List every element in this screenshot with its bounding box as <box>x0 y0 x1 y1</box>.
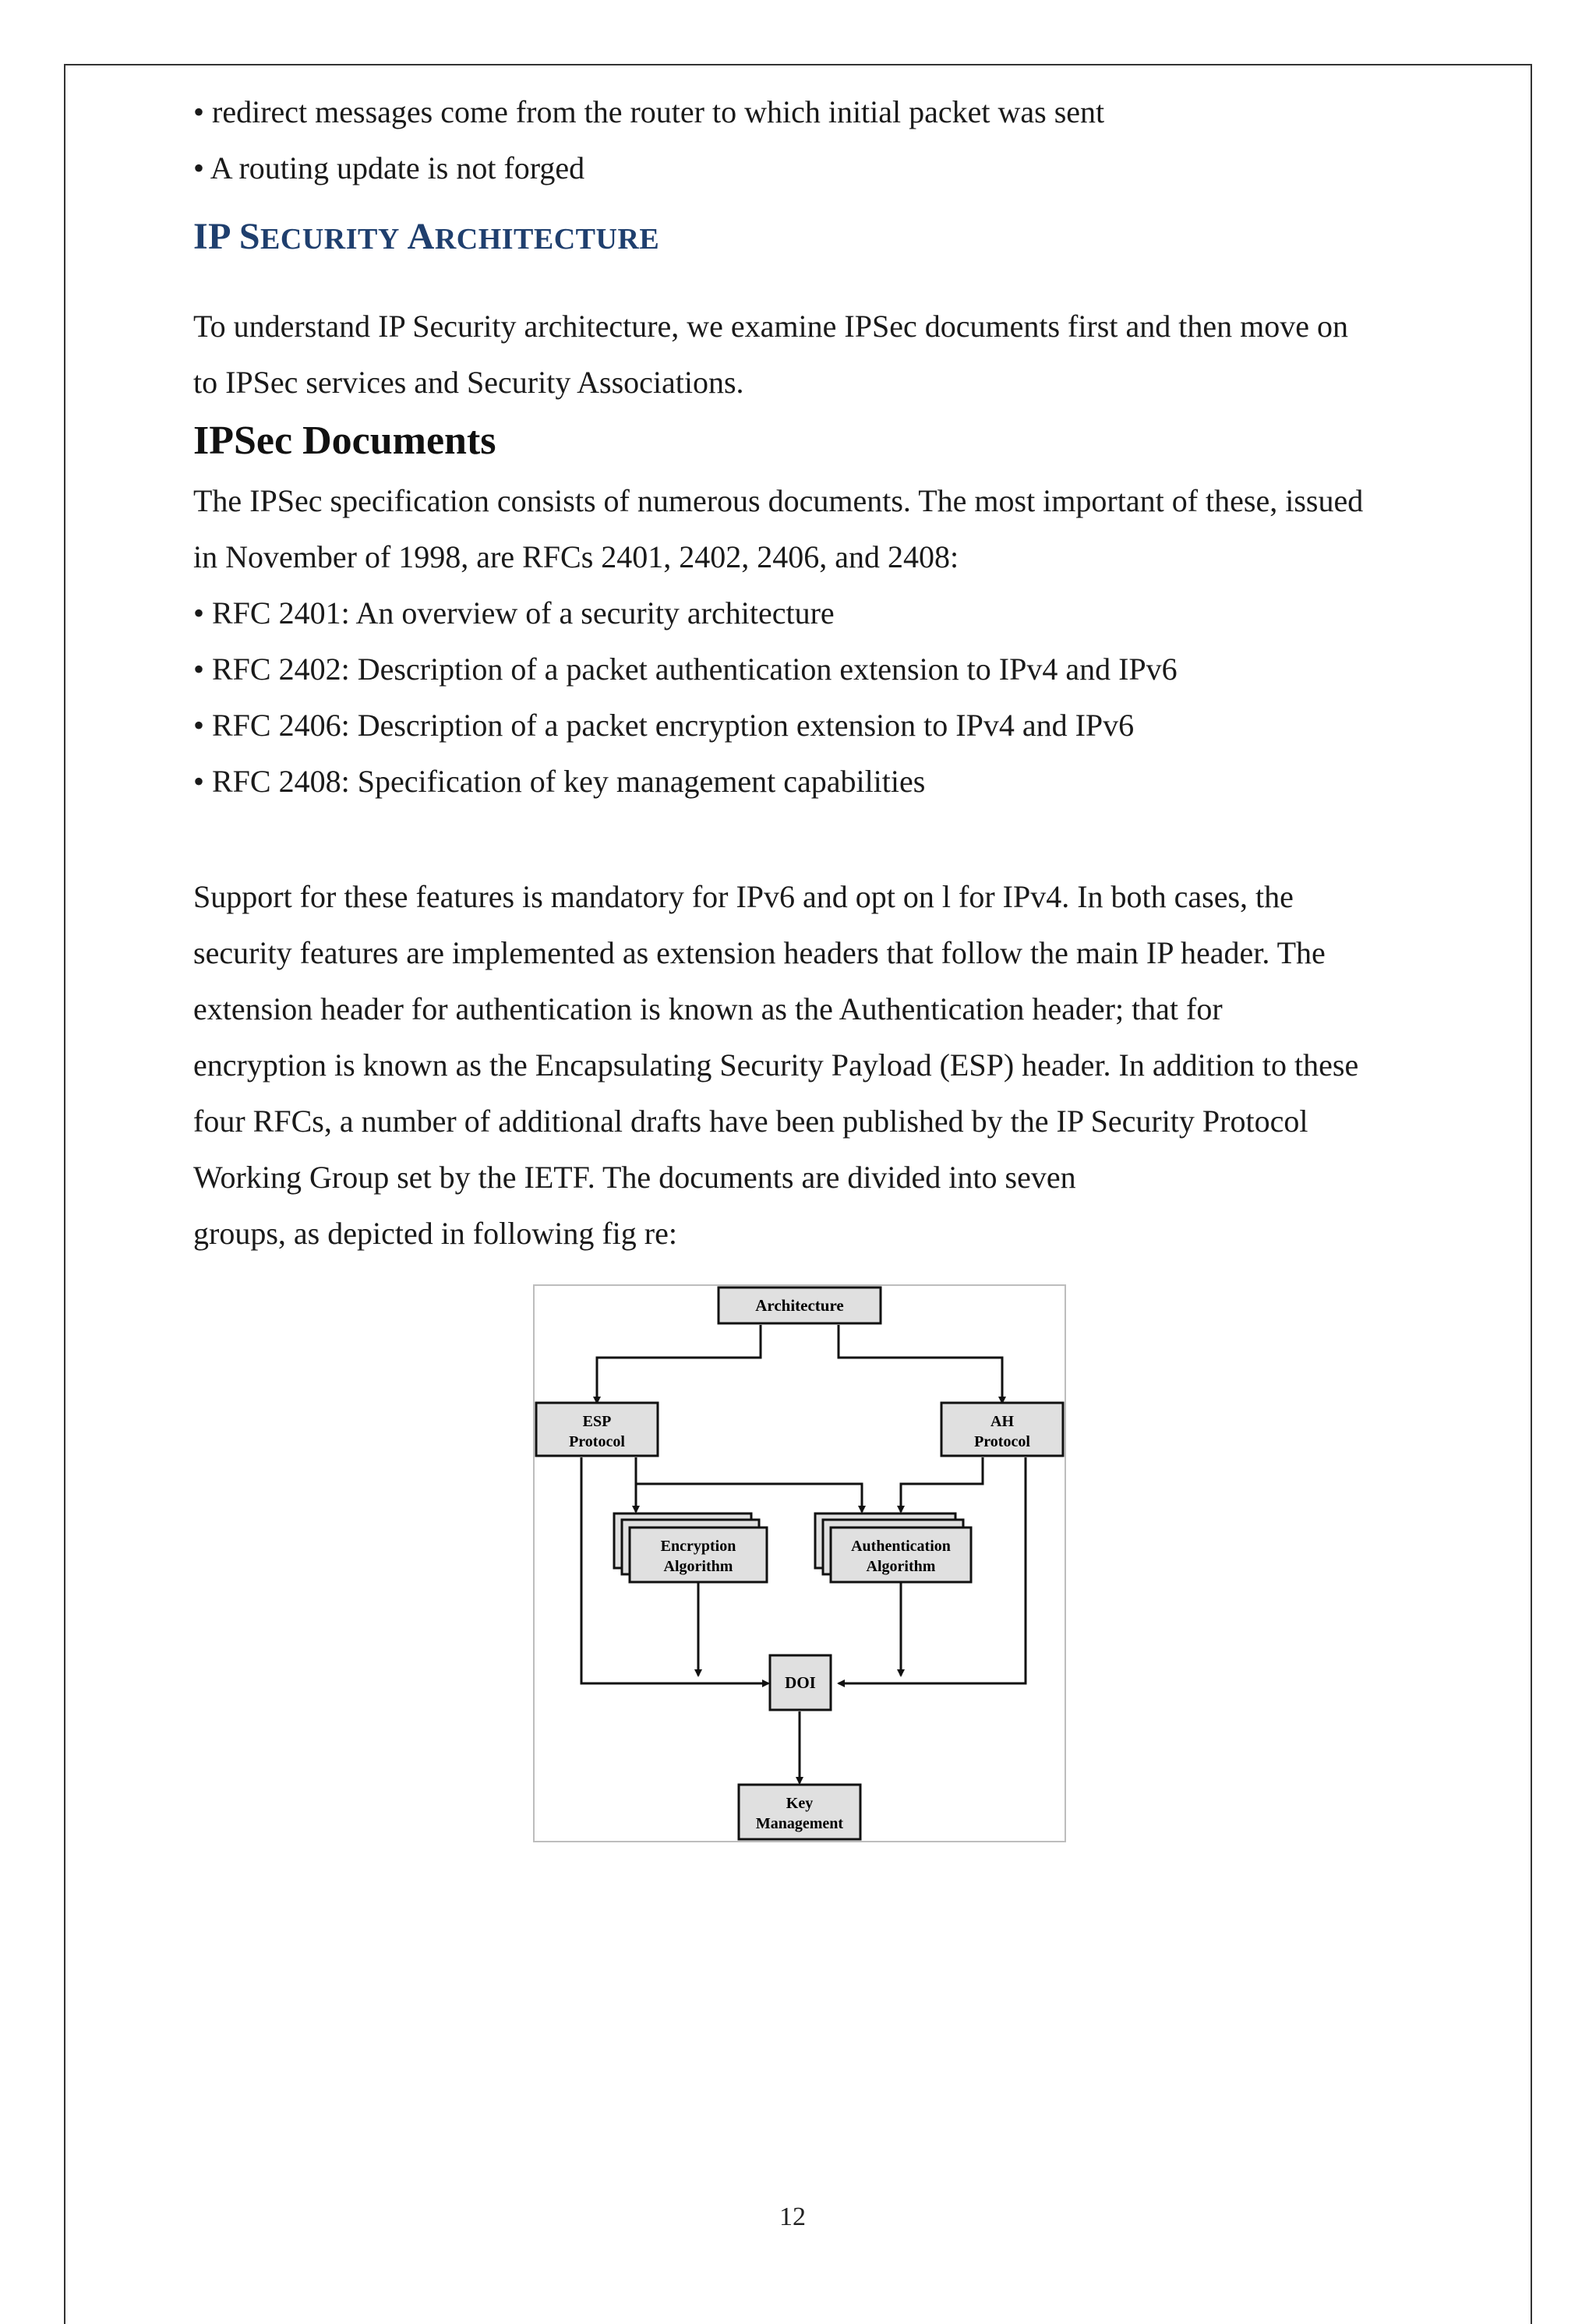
paragraph-line: security features are implemented as extension headers that follow the main IP header. The <box>193 935 1326 970</box>
doi-label: DOI <box>785 1673 816 1692</box>
architecture-label: Architecture <box>755 1296 844 1315</box>
paragraph-line: groups, as depicted in following fig re: <box>193 1216 677 1251</box>
encryption-label: Encryption <box>660 1538 736 1555</box>
esp-label: Protocol <box>569 1433 625 1450</box>
paragraph-line: The IPSec specification consists of numerous documents. The most important of these, issued <box>193 483 1364 518</box>
rfc-bullet: • RFC 2401: An overview of a security architecture <box>193 595 835 630</box>
ah-label: Protocol <box>974 1433 1030 1450</box>
key-label: Management <box>755 1815 844 1832</box>
bullet-item: • A routing update is not forged <box>193 150 585 185</box>
diagram-svg <box>535 1286 1065 1841</box>
encryption-label: Algorithm <box>663 1558 733 1575</box>
ipsec-document-diagram <box>533 1284 1066 1842</box>
authentication-label: Authentication <box>851 1538 951 1555</box>
paragraph-line: extension header for authentication is known as the Authentication header; that for <box>193 991 1223 1026</box>
rfc-bullet: • RFC 2406: Description of a packet encryption extension to IPv4 and IPv6 <box>193 708 1135 743</box>
rfc-bullet: • RFC 2408: Specification of key management capabilities <box>193 764 926 799</box>
paragraph-line: To understand IP Security architecture, we examine IPSec documents first and then move on <box>193 309 1348 344</box>
document-body <box>193 84 1440 1262</box>
ah-label: AH <box>990 1413 1014 1430</box>
paragraph-line: encryption is known as the Encapsulating Security Payload (ESP) header. In addition to these <box>193 1047 1359 1083</box>
paragraph-line: Support for these features is mandatory for IPv6 and opt on l for IPv4. In both cases, the <box>193 879 1294 914</box>
authentication-label: Algorithm <box>866 1558 936 1575</box>
page-number: 12 <box>779 2202 806 2231</box>
section-heading: IP SECURITY ARCHITECTURE <box>193 216 660 257</box>
arrow-arch-ah <box>839 1325 1002 1403</box>
esp-label: ESP <box>582 1413 612 1430</box>
arrow-esp-auth <box>636 1484 862 1512</box>
paragraph-line: in November of 1998, are RFCs 2401, 2402, 2406, and 2408: <box>193 539 959 574</box>
arrow-ah-auth <box>901 1457 983 1512</box>
paragraph-line: Working Group set by the IETF. The documents are divided into seven <box>193 1160 1076 1195</box>
bullet-item: • redirect messages come from the router to which initial packet was sent <box>193 94 1105 129</box>
rfc-bullet: • RFC 2402: Description of a packet authentication extension to IPv4 and IPv6 <box>193 652 1178 687</box>
paragraph-line: four RFCs, a number of additional drafts have been published by the IP Security Protocol <box>193 1104 1308 1139</box>
subheading: IPSec Documents <box>193 419 496 463</box>
arrow-arch-esp <box>597 1325 761 1403</box>
paragraph-line: to IPSec services and Security Associations. <box>193 365 744 400</box>
key-label: Key <box>786 1795 814 1812</box>
